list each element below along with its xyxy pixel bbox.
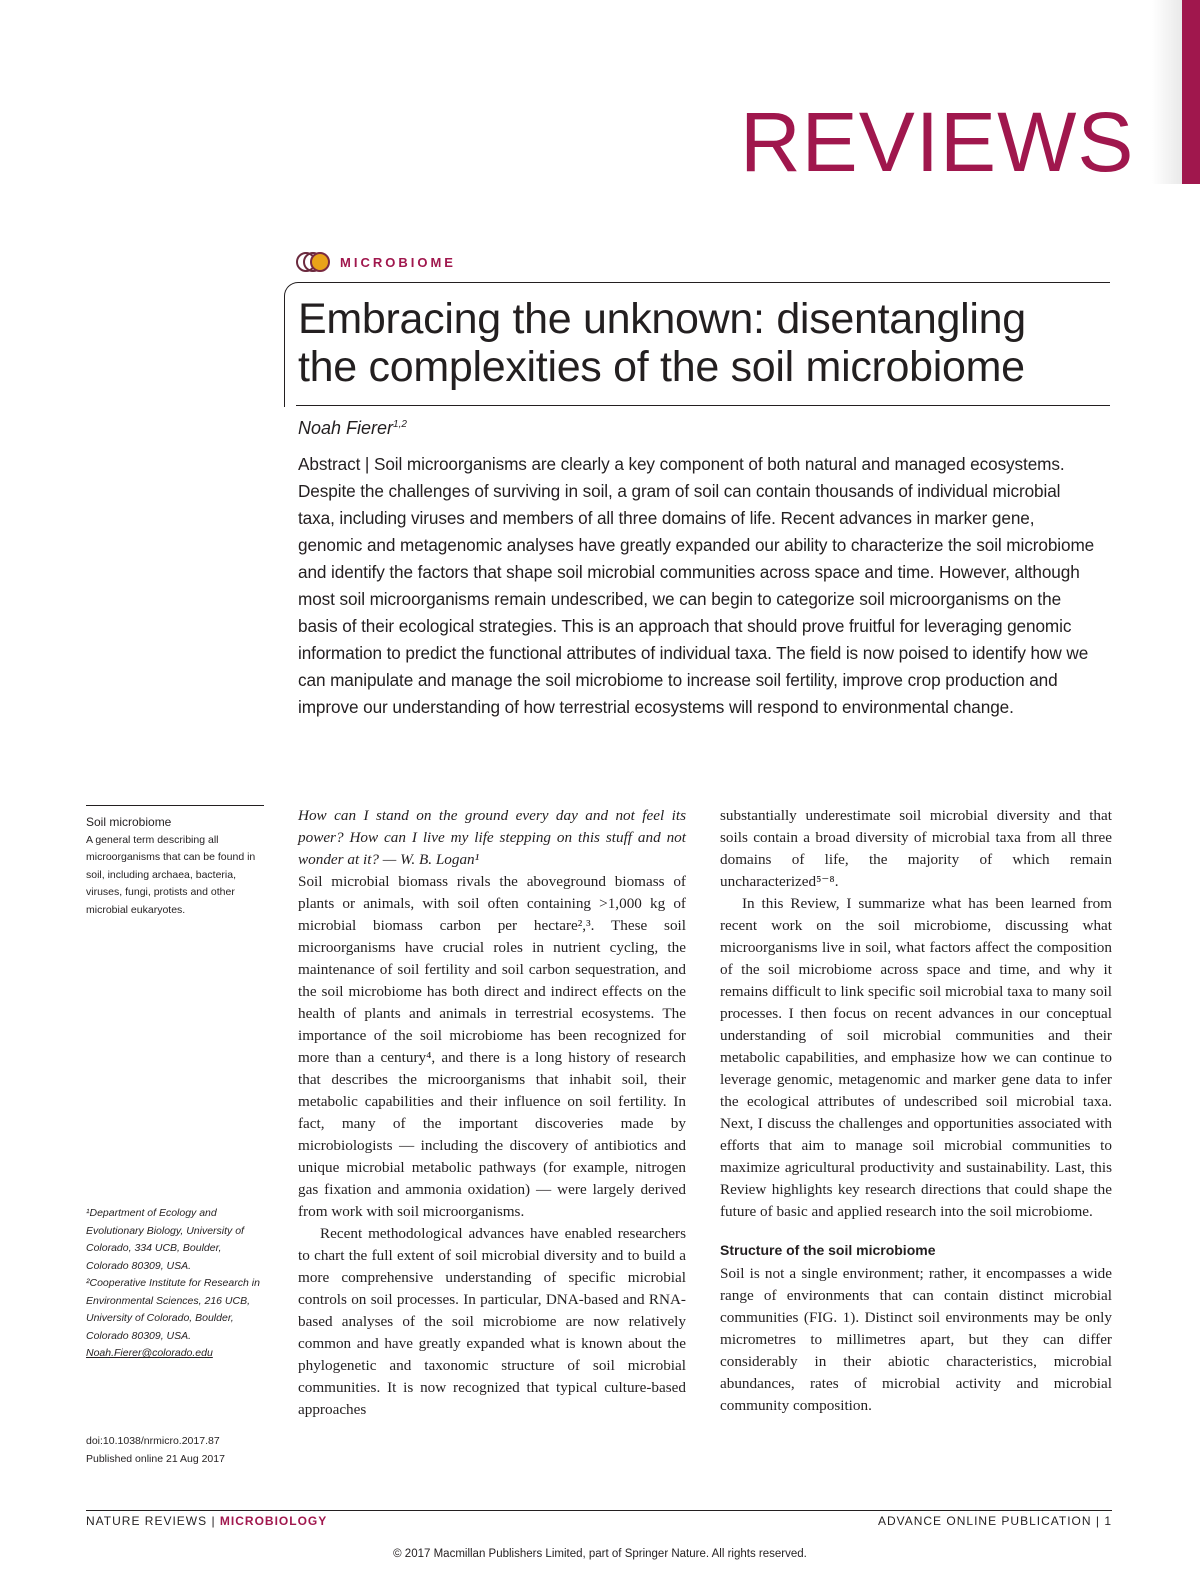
title-divider (296, 405, 1110, 406)
body-paragraph-2: Recent methodological advances have enabled researchers to chart the full extent of soil microbial diversity and to build a more comprehensive understanding of specific microbial controls on soil processes. In particular, DNA-based and RNA-based analyses of the soil microbiome are now relatively common and have greatly expanded what is known about the phylogenetic and taxonomic structure of soil microbial communities. It is now recognized that typical culture-based approaches (298, 1225, 686, 1418)
affiliations (86, 1205, 264, 1363)
edge-tab-shadow (1152, 0, 1182, 184)
author-affiliation-marks: 1,2 (393, 419, 407, 430)
publication-info (86, 1433, 264, 1468)
glossary-term: Soil microbiome (86, 815, 172, 829)
doi-link[interactable]: doi:10.1038/nrmicro.2017.87 (86, 1435, 220, 1447)
glossary-definition: A general term describing all microorganisms that can be found in soil, including archaea, bacteria, viruses, fungi, protists and other microbial eukaryotes. (86, 833, 256, 916)
article-title-line-2: the complexities of the soil microbiome (298, 343, 1025, 391)
footer-journal-subtitle: MICROBIOLOGY (219, 1514, 328, 1528)
affiliation-1: ¹Department of Ecology and Evolutionary Biology, University of Colorado, 334 UCB, Boulder, Colorado 80309, USA. (86, 1207, 244, 1272)
body-column-1 (298, 805, 686, 1421)
topic-label: MICROBIOME (340, 254, 456, 270)
section-heading: Structure of the soil microbiome (720, 1242, 936, 1258)
body-paragraph-3: substantially underestimate soil microbial diversity and that soils contain a broad diversity of microbial taxa from all three domains of life, the majority of which remain uncharacterized⁵⁻⁸. (720, 807, 1112, 890)
footer-journal-name: NATURE REVIEWS | (86, 1514, 220, 1528)
body-column-2 (720, 805, 1112, 1417)
copyright-notice: © 2017 Macmillan Publishers Limited, part of Springer Nature. All rights reserved. (393, 1548, 807, 1560)
microbiome-rings-icon (296, 250, 336, 274)
article-title-line-1: Embracing the unknown: disentangling (298, 295, 1026, 343)
footer-divider (86, 1510, 1112, 1511)
author-email-link[interactable]: Noah.Fierer@colorado.edu (86, 1347, 213, 1359)
published-date: Published online 21 Aug 2017 (86, 1452, 225, 1465)
footer-journal (86, 1514, 327, 1528)
body-paragraph-1: Soil microbial biomass rivals the aboveground biomass of plants or animals, with soil often containing >1,000 kg of microbial biomass carbon per hectare²,³. These soil microorganisms have crucial roles in nutrient cycling, the maintenance of soil fertility and soil carbon sequestration, and the soil microbiome has both direct and indirect effects on the health of plants and animals in terrestrial ecosystems. The importance of the soil microbiome has been recognized for more than a century⁴, and there is a long history of research that describes the microorganisms that inhabit soil, their metabolic capabilities and their influence on soil fertility. In fact, many of the important discoveries made by microbiologists — including the discovery of antibiotics and unique microbial metabolic pathways (for example, nitrogen gas fixation and ammonia oxidation) — were largely derived from work with soil microorganisms. (298, 873, 686, 1220)
journal-section-label: REVIEWS (740, 95, 1135, 189)
body-paragraph-4: In this Review, I summarize what has been learned from recent work on the soil microbiome, discussing what microorganisms live in soil, what factors affect the composition of the soil microbiome across space and time, and why it remains difficult to link specific soil microbial taxa to many soil processes. I then focus on recent advances in our conceptual understanding of soil microbial communities and their metabolic capabilities, and emphasize how we can continue to leverage genomic, metagenomic and marker gene data to infer the ecological attributes of undescribed soil microbial taxa. Next, I discuss the challenges and opportunities associated with efforts that aim to manage soil microbial communities to maximize agricultural productivity and sustainability. Last, this Review highlights key research directions that could shape the future of basic and applied research into the soil microbiome. (720, 895, 1112, 1220)
abstract: Abstract | Soil microorganisms are clearly a key component of both natural and managed ecosystems. Despite the challenges of surviving in soil, a gram of soil can contain thousands of individual microbial taxa, including viruses and members of all three domains of life. Recent advances in marker gene, genomic and metagenomic analyses have greatly expanded our ability to characterize the soil microbiome and identify the factors that shape soil microbial communities across space and time. However, although most soil microorganisms remain undescribed, we can begin to categorize soil microorganisms on the basis of their ecological strategies. This is an approach that should prove fruitful for leveraging genomic information to predict the functional attributes of individual taxa. The field is now poised to identify how we can manipulate and manage the soil microbiome to increase soil fertility, improve crop production and improve our understanding of how terrestrial ecosystems will respond to environmental change. (298, 454, 1095, 717)
edge-tab (1182, 0, 1200, 184)
affiliation-2: ²Cooperative Institute for Research in Environmental Sciences, 216 UCB, University of Colorado, Boulder, Colorado 80309, USA. (86, 1277, 260, 1342)
topic-tag (296, 249, 456, 275)
author-name: Noah Fierer (298, 418, 394, 438)
footer-publication-info: ADVANCE ONLINE PUBLICATION | 1 (877, 1514, 1112, 1528)
glossary-box (86, 805, 264, 919)
body-paragraph-5: Soil is not a single environment; rather, it encompasses a wide range of environments that can contain distinct microbial communities (FIG. 1). Distinct soil environments may be only micrometres to millimetres apart, but they can differ considerably in their abiotic characteristics, microbial abundances, rates of microbial activity and microbial community composition. (720, 1265, 1112, 1414)
author-line (298, 418, 407, 439)
article-title (298, 295, 1128, 391)
epigraph: How can I stand on the ground every day and not feel its power? How can I live my life stepping on this stuff and not wonder at it? — W. B. Logan¹ (298, 807, 686, 868)
